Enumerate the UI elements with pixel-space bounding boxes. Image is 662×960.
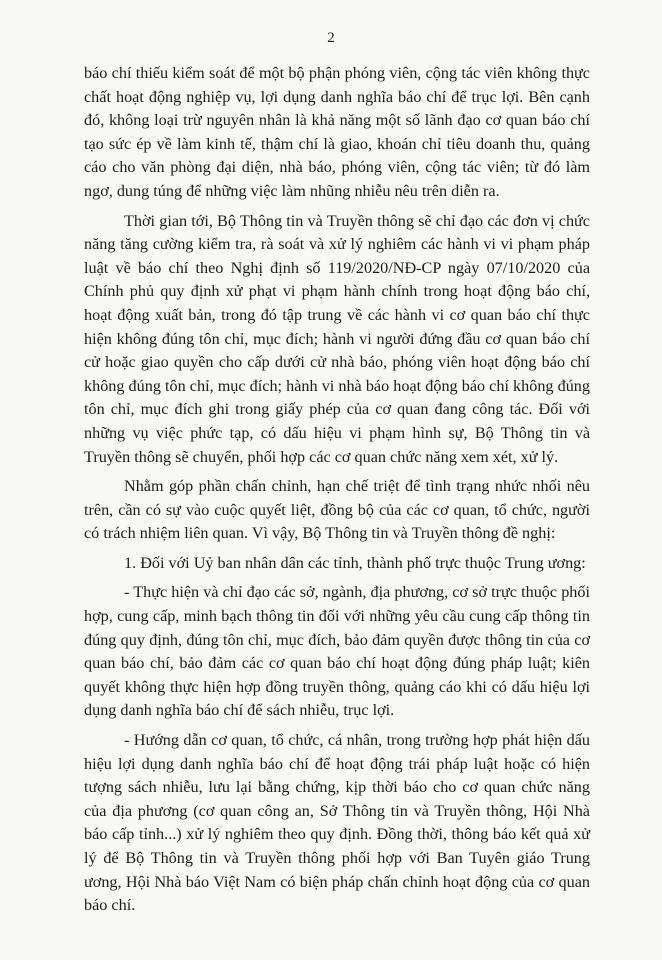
- paragraph-continuation: báo chí thiếu kiểm soát để một bộ phận phóng viên, cộng tác viên không thực chất hoạt động nghiệp vụ, lợi dụng danh nghĩa báo chí để trục lợi. Bên cạnh đó, không loại trừ nguyên nhân là khả năng một số lãnh đạo cơ quan báo chí tạo sức ép về làm kinh tế, thậm chí là giao, khoán chỉ tiêu doanh thu, quảng cáo cho văn phòng đại diện, nhà báo, phóng viên, cộng tác viên; từ đó làm ngơ, dung túng để những việc làm nhũng nhiễu nêu trên diễn ra.: [84, 64, 590, 200]
- paragraph-bullet-2: - Hướng dẫn cơ quan, tổ chức, cá nhân, trong trường hợp phát hiện dấu hiệu lợi dụng danh nghĩa báo chí để hoạt động trái pháp luật hoặc có hiện tượng sách nhiễu, lưu lại bằng chứng, kịp thời báo cho cơ quan chức năng của địa phương (cơ quan công an, Sở Thông tin và Truyền thông, Hội Nhà báo cấp tỉnh...) xử lý nghiêm theo quy định. Đồng thời, thông báo kết quả xử lý để Bộ Thông tin và Truyền thông phối hợp với Ban Tuyên giáo Trung ương, Hội Nhà báo Việt Nam có biện pháp chấn chỉnh hoạt động của cơ quan báo chí.: [84, 731, 590, 915]
- paragraph-section-1-heading: 1. Đối với Uỷ ban nhân dân các tỉnh, thành phố trực thuộc Trung ương:: [124, 553, 586, 572]
- document-body: [84, 62, 590, 924]
- paragraph-proposal-intro: Nhằm góp phần chấn chỉnh, hạn chế triệt để tình trạng nhức nhối nêu trên, cần có sự vào cuộc quyết liệt, đồng bộ của các cơ quan, tổ chức, người có trách nhiệm liên quan. Vì vậy, Bộ Thông tin và Truyền thông đề nghị:: [84, 477, 590, 543]
- paragraph-ministry-plan: Thời gian tới, Bộ Thông tin và Truyền thông sẽ chỉ đạo các đơn vị chức năng tăng cường kiểm tra, rà soát và xử lý nghiêm các hành vi vi phạm pháp luật về báo chí theo Nghị định số 119/2020/NĐ-CP ngày 07/10/2020 của Chính phủ quy định xử phạt vi phạm hành chính trong hoạt động báo chí, hoạt động xuất bản, trong đó tập trung về các hành vi cơ quan báo chí thực hiện không đúng tôn chỉ, mục đích; hành vi người đứng đầu cơ quan báo chí cử hoặc giao quyền cho cấp dưới cử nhà báo, phóng viên hoạt động báo chí không đúng tôn chỉ, mục đích; hành vi nhà báo hoạt động báo chí không đúng tôn chỉ, mục đích ghi trong giấy phép của cơ quan đang công tác. Đối với những vụ việc phức tạp, có dấu hiệu vi phạm hình sự, Bộ Thông tin và Truyền thông sẽ chuyển, phối hợp các cơ quan chức năng xem xét, xử lý.: [84, 211, 590, 466]
- page-number: 2: [327, 30, 335, 46]
- paragraph-bullet-1: - Thực hiện và chỉ đạo các sở, ngành, địa phương, cơ sở trực thuộc phối hợp, cung cấp, minh bạch thông tin đối với những yêu cầu cung cấp thông tin đúng quy định, đúng tôn chỉ, mục đích, bảo đảm quyền được thông tin của cơ quan báo chí, bảo đảm các cơ quan báo chí hoạt động đúng pháp luật; kiên quyết không thực hiện hợp đồng truyền thông, quảng cáo khi có dấu hiệu lợi dụng danh nghĩa báo chí để sách nhiễu, trục lợi.: [84, 583, 590, 720]
